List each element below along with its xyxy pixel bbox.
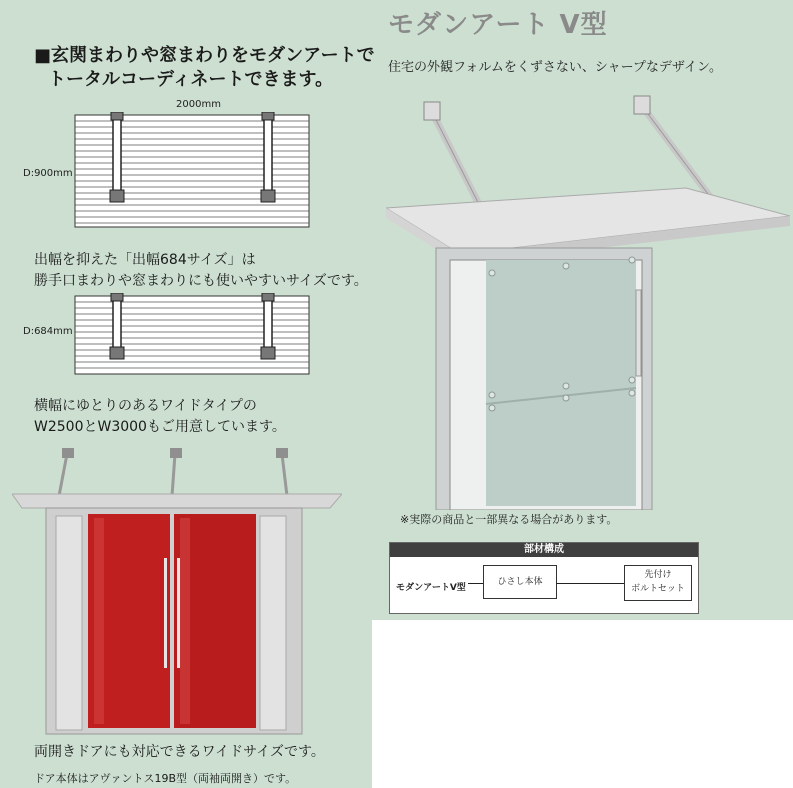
depth-label-900: D:900mm: [23, 168, 73, 179]
canopy-diagram-900: [74, 112, 310, 230]
parts-bolt-box: [624, 565, 692, 601]
double-door-photo: [12, 448, 342, 736]
canopy-door-photo: [386, 90, 790, 510]
parts-table-heading: 部材構成: [390, 543, 698, 557]
parts-product-label: モダンアートV型: [396, 583, 466, 593]
parts-connector-2: [556, 583, 624, 584]
headline: [34, 44, 375, 92]
parts-bolt-line-1: 先付け: [644, 570, 672, 580]
page-title: モダンアート V型: [388, 10, 608, 40]
subtitle: 住宅の外観フォルムをくずさない、シャープなデザイン。: [388, 60, 722, 75]
paragraph-wide: [34, 396, 286, 438]
parts-table: [389, 542, 699, 614]
headline-line-2: トータルコーディネートできます。: [48, 69, 334, 90]
width-label: 2000mm: [176, 99, 221, 110]
paragraph-double-door: 両開きドアにも対応できるワイドサイズです。: [34, 744, 325, 760]
paragraph-684-line-2: 勝手口まわりや窓まわりにも使いやすいサイズです。: [34, 273, 368, 289]
canopy-diagram-684: [74, 293, 310, 377]
paragraph-684-line-1: 出幅を抑えた「出幅684サイズ」は: [34, 252, 256, 268]
blank-area: [372, 620, 793, 788]
door-caption: ドア本体はアヴァントス19B型（両袖両開き）です。: [34, 772, 297, 785]
depth-label-684: D:684mm: [23, 326, 73, 337]
paragraph-wide-line-1: 横幅にゆとりのあるワイドタイプの: [34, 398, 257, 414]
parts-connector-1: [468, 583, 483, 584]
paragraph-684: [34, 250, 368, 292]
parts-body-box: ひさし本体: [483, 565, 557, 599]
disclaimer-note: ※実際の商品と一部異なる場合があります。: [400, 513, 618, 526]
headline-line-1: ■玄関まわりや窓まわりをモダンアートで: [34, 45, 375, 66]
paragraph-wide-line-2: W2500とW3000もご用意しています。: [34, 419, 286, 435]
parts-bolt-line-2: ボルトセット: [631, 584, 685, 594]
